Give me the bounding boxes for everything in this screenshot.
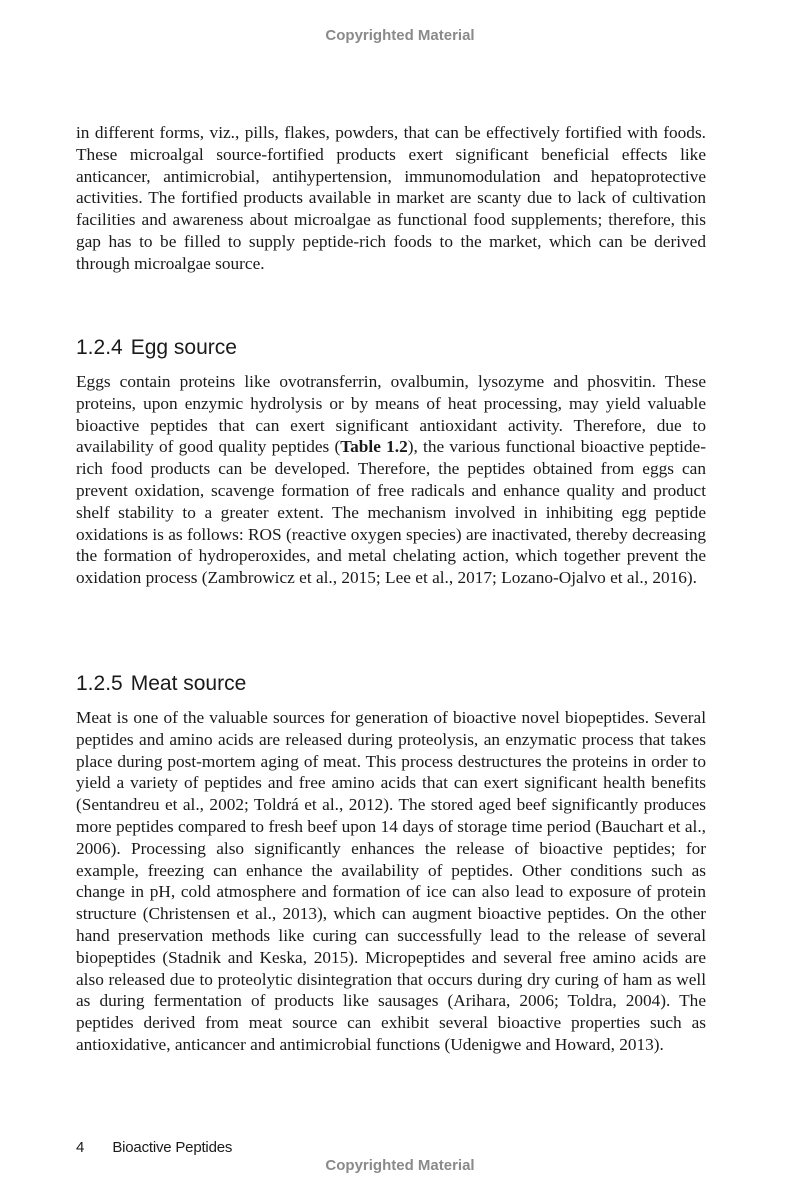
section-meat-body (76, 707, 706, 1056)
section-title: Meat source (130, 672, 247, 695)
intro-paragraph: in different forms, viz., pills, flakes, powders, that can be effectively fortified with foods. These microalgal source-fortified products exert significant beneficial effects like anticancer, antimicrobial, antihypertension, immunomodulation and hepatoprotective activities. The fortified products available in market are scanty due to lack of cultivation facilities and awareness about microalgae as functional food supplements; therefore, this gap has to be filled to supply peptide-rich foods to the market, which can be derived through microalgae source. (76, 123, 706, 273)
meat-paragraph: Meat is one of the valuable sources for generation of bioactive novel biopeptides. Several peptides and amino acids are released during proteolysis, an enzymatic process that takes place during post-mortem aging of meat. This process destructures the proteins in order to yield a variety of peptides and free amino acids that can exert significant health benefits (Sentandreu et al., 2002; Toldrá et al., 2012). The stored aged beef significantly produces more peptides compared to fresh beef upon 14 days of storage time period (Bauchart et al., 2006). Processing also significantly enhances the release of bioactive peptides; for example, freezing can enhance the availability of peptides. Other conditions such as change in pH, cold atmosphere and formation of ice can also lead to exposure of protein structure (Christensen et al., 2013), which can augment bioactive peptides. On the other hand preservation methods like curing can successfully lead to the release of several biopeptides (Stadnik and Keska, 2015). Micropeptides and several free amino acids are also released due to proteolytic disintegration that occurs during dry curing of ham as well as during fermentation of products like sausages (Arihara, 2006; Toldra, 2004). The peptides derived from meat source can exhibit several bioactive properties such as antioxidative, anticancer and antimicrobial functions (Udenigwe and Howard, 2013). (76, 708, 706, 1054)
table-reference-link[interactable]: Table 1.2 (340, 437, 408, 457)
section-meat (76, 671, 706, 697)
section-number: 1.2.4 (76, 336, 123, 359)
egg-paragraph (76, 371, 706, 589)
section-egg-body (76, 371, 706, 589)
section-title: Egg source (130, 336, 237, 359)
running-title: Bioactive Peptides (112, 1139, 233, 1156)
copyright-watermark-top: Copyrighted Material (325, 27, 475, 44)
page-content (76, 122, 706, 275)
page-footer (76, 1139, 232, 1156)
section-number: 1.2.5 (76, 672, 123, 695)
egg-text-part-1: Eggs contain proteins like ovotransferrin, ovalbumin, lysozyme and phosvitin. These proteins, upon enzymic hydrolysis or by means of heat processing, may yield valuable bioactive peptides that can exert significant antioxidant activity. Therefore, due to availability of good quality peptides ( (76, 372, 706, 457)
copyright-watermark-bottom: Copyrighted Material (325, 1157, 475, 1174)
section-heading-egg (76, 335, 706, 361)
section-egg (76, 335, 706, 361)
section-heading-meat (76, 671, 706, 697)
egg-text-part-2: ), the various functional bioactive peptide-rich food products can be developed. Therefore, the peptides obtained from eggs can prevent oxidation, scavenge formation of free radicals and enhance quality and product shelf stability to a greater extent. The mechanism involved in inhibiting egg peptide oxidations is as follows: ROS (reactive oxygen species) are inactivated, thereby decreasing the formation of hydroperoxides, and metal chelating action, which together prevent the oxidation process (Zambrowicz et al., 2015; Lee et al., 2017; Lozano-Ojalvo et al., 2016). (76, 437, 706, 588)
page-number: 4 (76, 1139, 85, 1156)
